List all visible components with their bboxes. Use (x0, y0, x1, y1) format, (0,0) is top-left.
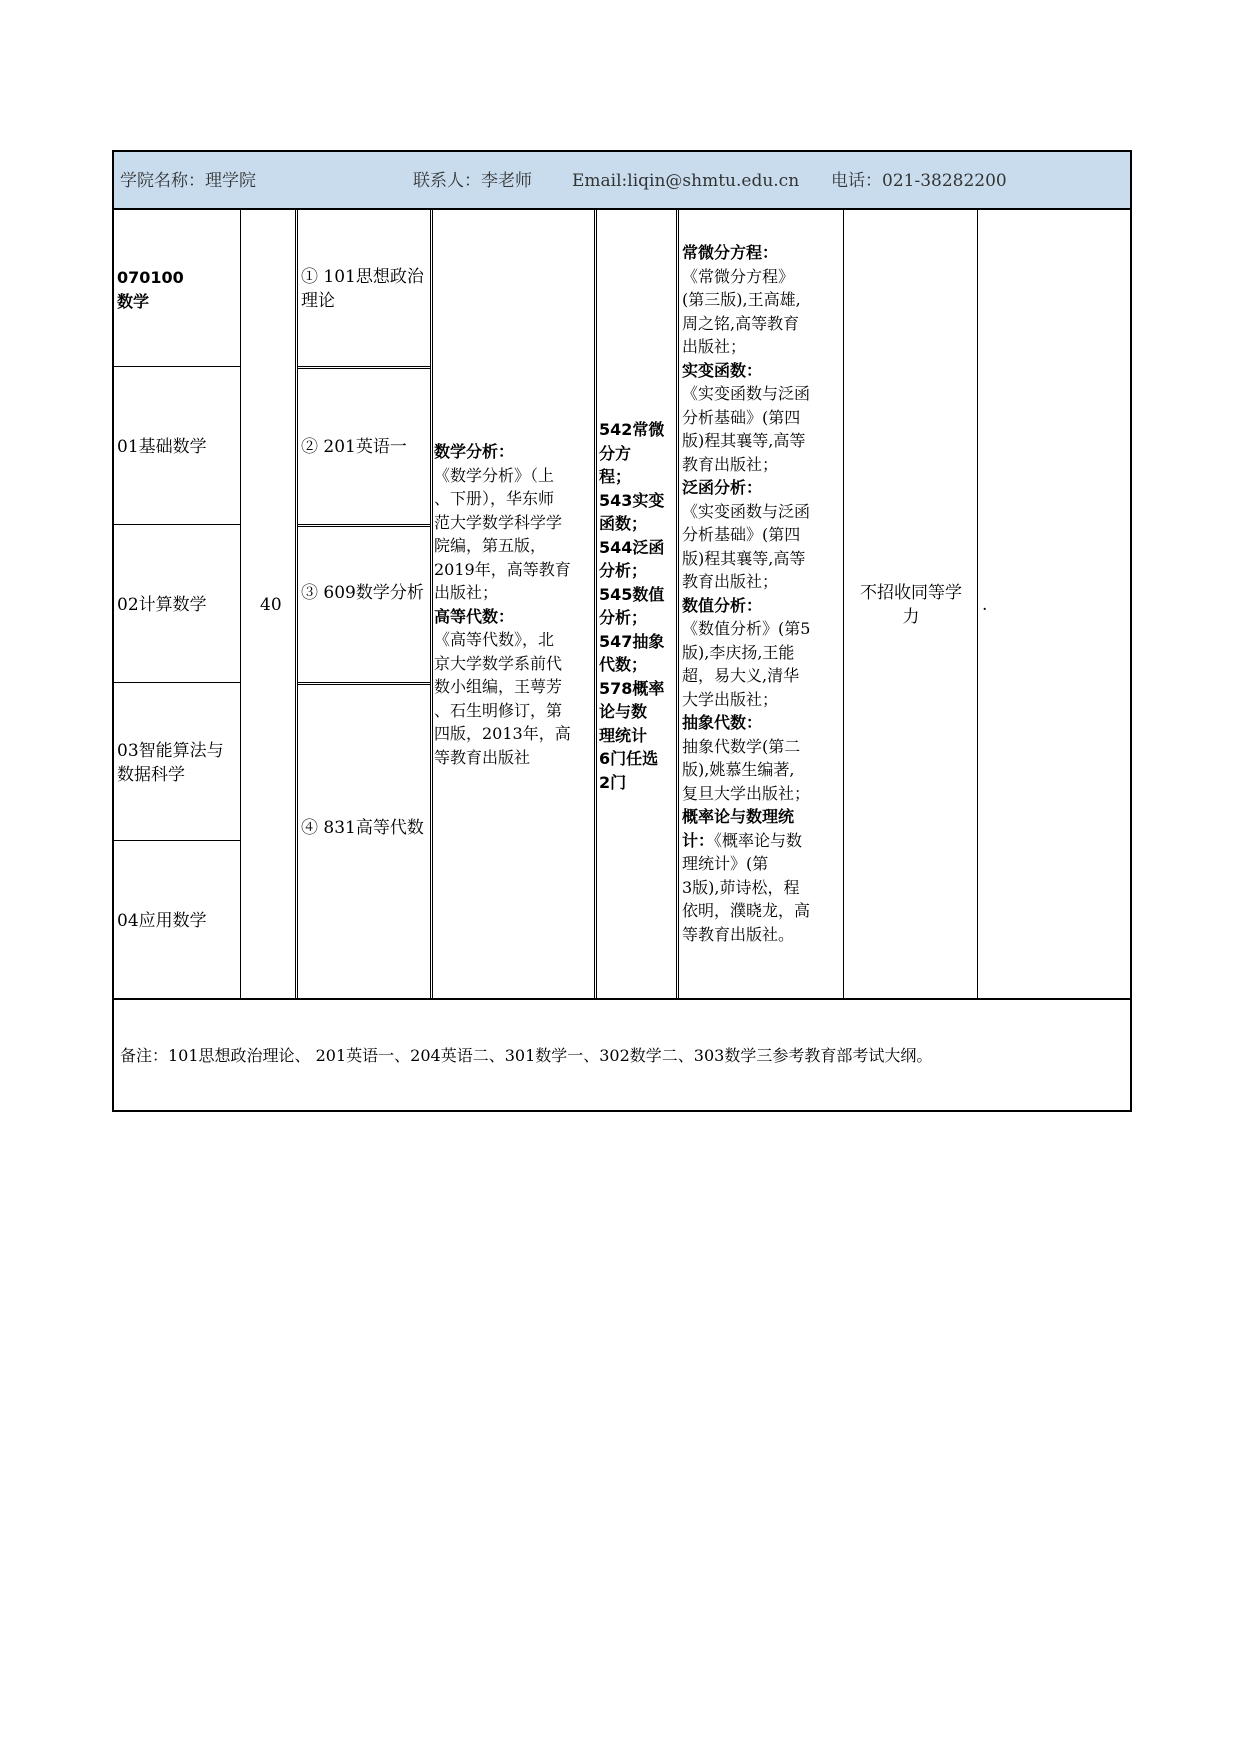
ref-line: 分析基础》(第四 (682, 407, 801, 427)
remarks-cell: . (982, 595, 988, 615)
retest-line: 理统计 (599, 725, 648, 745)
ref-line: 《实变函数与泛函 (682, 384, 811, 403)
note-line: 不招收同等学 (860, 583, 962, 603)
column-divider (430, 208, 431, 1000)
ref-line: 分析基础》(第四 (682, 525, 801, 544)
exam-references (434, 440, 571, 769)
ref-line: 周之铭,高等教育 (682, 313, 800, 333)
ref-title: 计： (682, 830, 715, 850)
column-divider (977, 208, 978, 1000)
ref-title: 常微分方程： (682, 243, 779, 262)
exam-subject: ① 101思想政治理论 (301, 267, 424, 311)
retest-line: 578概率 (599, 678, 665, 698)
enrollment-count: 40 (260, 595, 282, 615)
column-divider (843, 208, 844, 1000)
ref-line: 版)程其襄等,高等 (682, 548, 806, 568)
ref-line: 院编，第五版， (434, 536, 547, 555)
ref-line: 《高等代数》，北 (434, 630, 555, 649)
equivalent-applicant-note (852, 582, 970, 629)
ref-line: 版)程其襄等,高等 (682, 431, 806, 450)
program-code: 070100 (117, 268, 184, 287)
college-header (112, 150, 1132, 210)
ref-line: 四版，2013年，高 (434, 724, 571, 743)
ref-line: 京大学数学系前代 (434, 653, 563, 673)
row-divider (297, 524, 430, 525)
retest-line: 函数； (599, 514, 648, 533)
ref-line: 版),李庆扬,王能 (682, 642, 795, 662)
footer-note: 备注：101思想政治理论、 201英语一、204英语二、301数学一、302数学二、303数学三参考教育部考试大纲。 (120, 1046, 933, 1065)
ref-line: 《数学分析》（上 (434, 465, 555, 485)
retest-line: 543实变 (599, 490, 665, 510)
row-divider (297, 682, 430, 683)
retest-line: 545数值 (599, 584, 665, 604)
direction-item: 03智能算法与数据科学 (117, 741, 224, 785)
ref-line: 数小组编，王萼芳 (434, 677, 563, 696)
retest-line: 论与数 (599, 702, 648, 721)
column-divider (432, 208, 433, 1000)
ref-line: 等教育出版社。 (682, 924, 795, 944)
column-divider (596, 208, 597, 1000)
ref-title: 数学分析： (434, 442, 515, 461)
ref-title: 高等代数： (434, 606, 515, 626)
ref-line: 2019年，高等教育 (434, 559, 571, 579)
ref-title: 泛函分析： (682, 478, 763, 497)
ref-line: 教育出版社； (682, 454, 779, 474)
ref-line-with-title (682, 829, 810, 853)
ref-title: 概率论与数理统 (682, 807, 795, 826)
column-divider (594, 208, 595, 1000)
row-divider (297, 368, 430, 369)
ref-line: 大学出版社； (682, 689, 779, 709)
ref-line: 超，易大义,清华 (682, 666, 800, 685)
column-divider (240, 208, 241, 1000)
retest-line: 分方 (599, 443, 632, 463)
ref-line: 复旦大学出版社； (682, 783, 811, 803)
retest-line: 2门 (599, 772, 627, 792)
row-divider (297, 366, 430, 367)
column-divider (297, 208, 298, 1000)
ref-line: 出版社； (434, 583, 499, 602)
ref-line: (第三版),王高雄, (682, 290, 801, 309)
program-code-name (117, 266, 184, 313)
ref-line: 抽象代数学(第二 (682, 736, 801, 756)
note-line: 力 (902, 606, 920, 627)
retest-line: 542常微 (599, 420, 665, 439)
retest-line: 程； (599, 467, 632, 486)
row-divider (112, 682, 240, 683)
exam-subject: ② 201英语一 (301, 437, 407, 457)
row-divider (112, 524, 240, 525)
ref-title: 实变函数： (682, 360, 763, 380)
column-divider (295, 208, 296, 1000)
retest-subjects (599, 418, 664, 794)
ref-line: 范大学数学科学学 (434, 512, 563, 532)
retest-line: 分析； (599, 561, 648, 580)
ref-line: 、下册），华东师 (434, 489, 555, 508)
exam-subject: ③ 609数学分析 (301, 583, 424, 603)
ref-title: 抽象代数： (682, 713, 763, 732)
ref-title: 数值分析： (682, 595, 763, 615)
contact-phone: 电话：021-38282200 (831, 171, 1007, 191)
ref-line: 等教育出版社 (434, 747, 531, 767)
exam-subject: ④ 831高等代数 (301, 818, 424, 838)
ref-line: 理统计》(第 (682, 854, 769, 873)
college-name: 学院名称：理学院 (120, 171, 256, 191)
ref-line: 、石生明修订，第 (434, 700, 563, 720)
retest-line: 6门任选 (599, 749, 659, 768)
program-name: 数学 (117, 291, 150, 311)
ref-line: 《常微分方程》 (682, 266, 795, 286)
contact-email: Email:liqin@shmtu.edu.cn (572, 171, 800, 191)
retest-line: 分析； (599, 608, 648, 627)
direction-item: 01基础数学 (117, 437, 207, 457)
row-divider (112, 840, 240, 841)
contact-person: 联系人：李老师 (413, 171, 532, 191)
retest-line: 代数； (599, 655, 648, 674)
ref-line: 3版),茆诗松，程 (682, 877, 800, 897)
direction-item: 04应用数学 (117, 911, 207, 931)
ref-line: 《实变函数与泛函 (682, 501, 811, 521)
retest-references (682, 241, 810, 946)
retest-line: 547抽象 (599, 631, 665, 651)
retest-line: 544泛函 (599, 537, 665, 557)
footer-note-row (112, 998, 1132, 1112)
ref-line: 教育出版社； (682, 572, 779, 591)
row-divider (112, 366, 240, 367)
column-divider (676, 208, 677, 1000)
ref-line: 依明，濮晓龙，高 (682, 901, 811, 920)
ref-line: 版),姚慕生编著, (682, 760, 795, 779)
ref-line: 《数值分析》(第5 (682, 619, 811, 638)
ref-line: 《概率论与数 (714, 830, 803, 850)
row-divider (297, 526, 430, 527)
row-divider (297, 684, 430, 685)
column-divider (678, 208, 679, 1000)
direction-item: 02计算数学 (117, 595, 207, 615)
ref-line: 出版社； (682, 337, 747, 356)
